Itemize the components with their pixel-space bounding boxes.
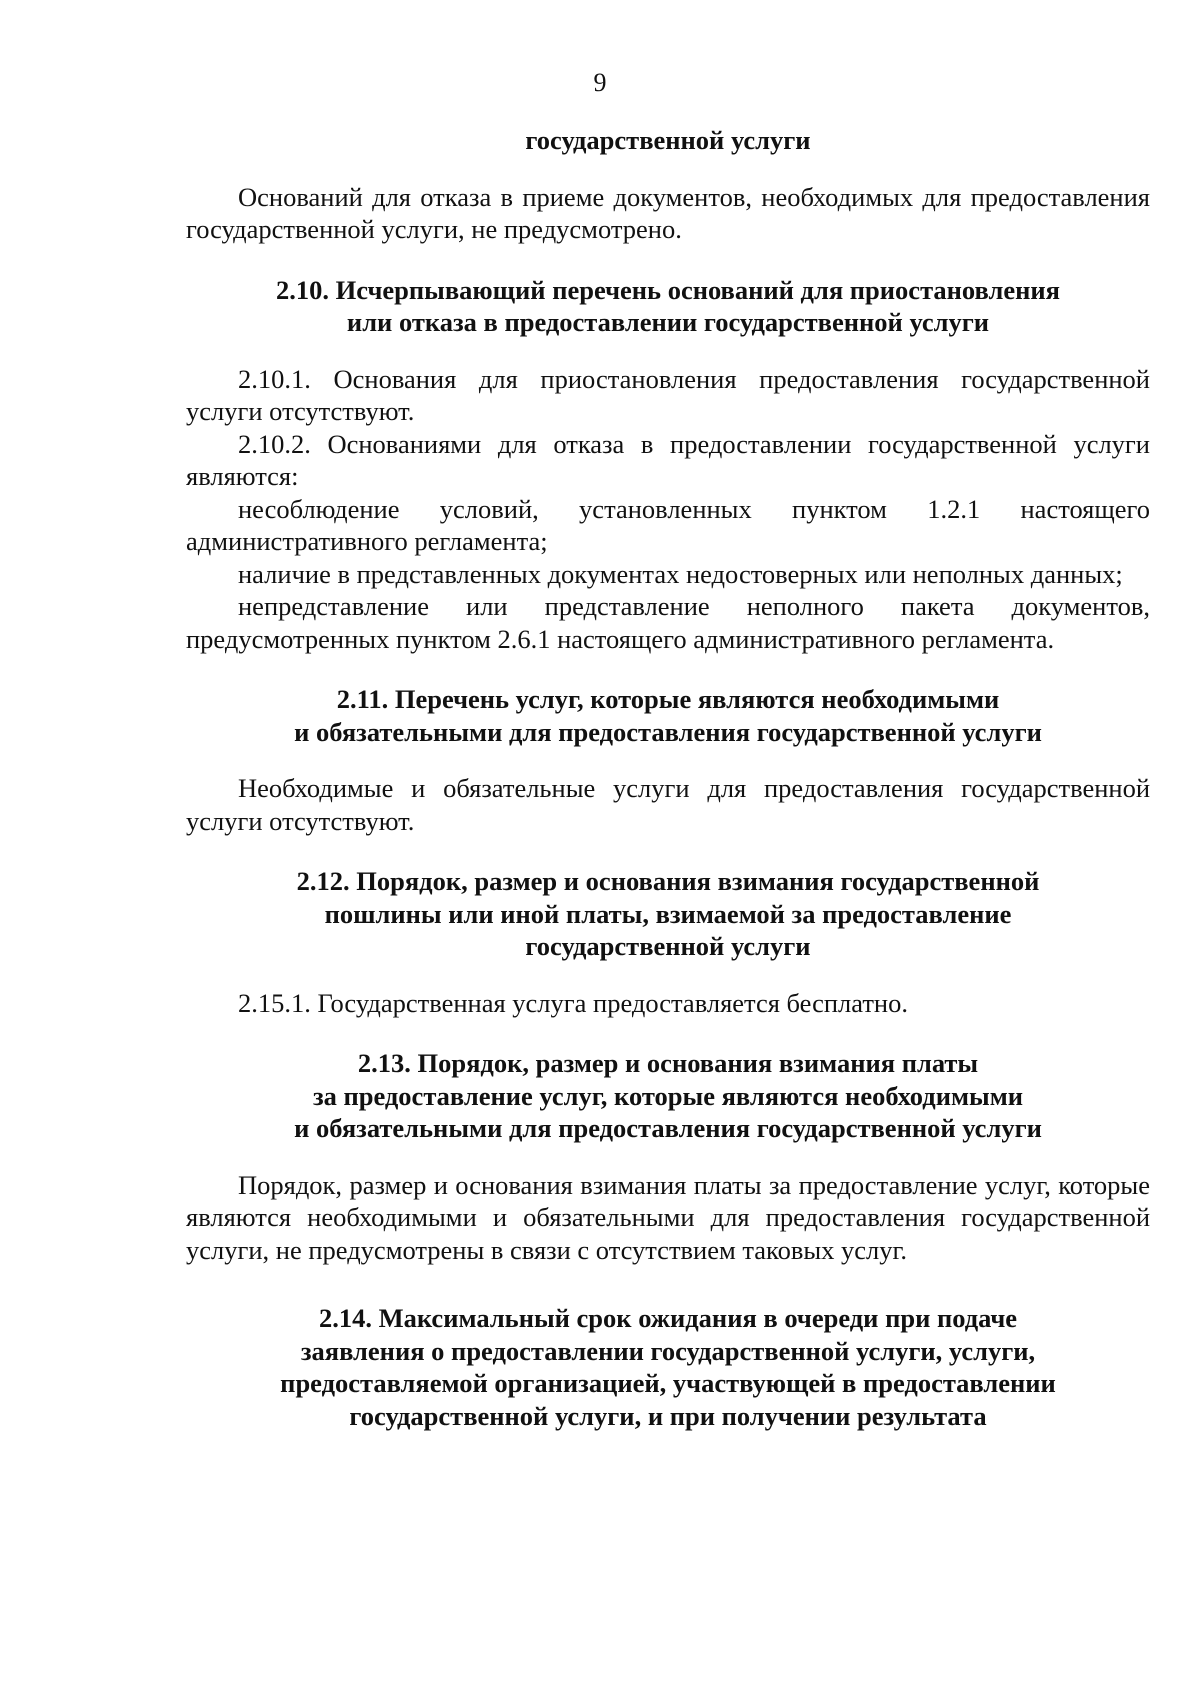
heading-line: 2.14. Максимальный срок ожидания в очереди при подаче	[318, 1303, 1018, 1333]
section-heading-2-13	[186, 1047, 1150, 1145]
heading-line: государственной услуги, и при получении результата	[349, 1400, 987, 1431]
paragraph-2-15-1: 2.15.1. Государственная услуга предоставляется бесплатно.	[238, 987, 908, 1018]
section-heading-continued	[186, 124, 1150, 157]
heading-line: 2.13. Порядок, размер и основания взимания платы	[357, 1048, 979, 1078]
paragraph-2-13: Порядок, размер и основания взимания платы за предоставление услуг, которые являются необходимыми и обязательными для предоставления государственной услуги, не предусмотрены в связи с отсутствием таковых услуг.	[186, 1169, 1150, 1265]
heading-line: пошлины или иной платы, взимаемой за предоставление	[324, 898, 1012, 929]
document-body	[186, 124, 1150, 1432]
heading-line: 2.10. Исчерпывающий перечень оснований для приостановления	[275, 274, 1060, 305]
section-heading-2-11	[186, 683, 1150, 748]
paragraph-2-10-1: 2.10.1. Основания для приостановления предоставления государственной услуги отсутствуют.	[186, 363, 1150, 426]
section-heading-2-12	[186, 865, 1150, 963]
heading-line: или отказа в предоставлении государственной услуги	[346, 307, 990, 337]
list-item-grounds-1: несоблюдение условий, установленных пунктом 1.2.1 настоящего административного регламента;	[186, 493, 1150, 556]
list-item-grounds-2: наличие в представленных документах недостоверных или неполных данных;	[238, 558, 1123, 589]
section-heading-2-10	[186, 274, 1150, 339]
heading-line: 2.11. Перечень услуг, которые являются необходимыми	[336, 684, 1000, 714]
heading-line: предоставляемой организацией, участвующей в предоставлении	[280, 1368, 1056, 1398]
heading-line: государственной услуги	[525, 931, 811, 961]
section-heading-2-14	[186, 1302, 1150, 1432]
heading-line: 2.12. Порядок, размер и основания взимания государственной	[296, 866, 1040, 896]
heading-line: и обязательными для предоставления государственной услуги	[294, 1113, 1042, 1143]
paragraph-no-refusal: Оснований для отказа в приеме документов, необходимых для предоставления государственной услуги, не предусмотрено.	[186, 181, 1150, 244]
paragraph-2-10-2: 2.10.2. Основаниями для отказа в предоставлении государственной услуги являются:	[186, 428, 1150, 491]
heading-line: за предоставление услуг, которые являются необходимыми	[312, 1080, 1024, 1111]
heading-line: и обязательными для предоставления государственной услуги	[294, 716, 1042, 747]
page-number: 9	[593, 68, 607, 97]
heading-line: государственной услуги	[525, 125, 811, 155]
paragraph-2-11: Необходимые и обязательные услуги для предоставления государственной услуги отсутствуют.	[186, 773, 1150, 836]
list-item-grounds-3: непредставление или представление неполного пакета документов, предусмотренных пунктом 2.6.1 настоящего административного регламента.	[186, 591, 1150, 654]
heading-line: заявления о предоставлении государственной услуги, услуги,	[300, 1335, 1036, 1366]
